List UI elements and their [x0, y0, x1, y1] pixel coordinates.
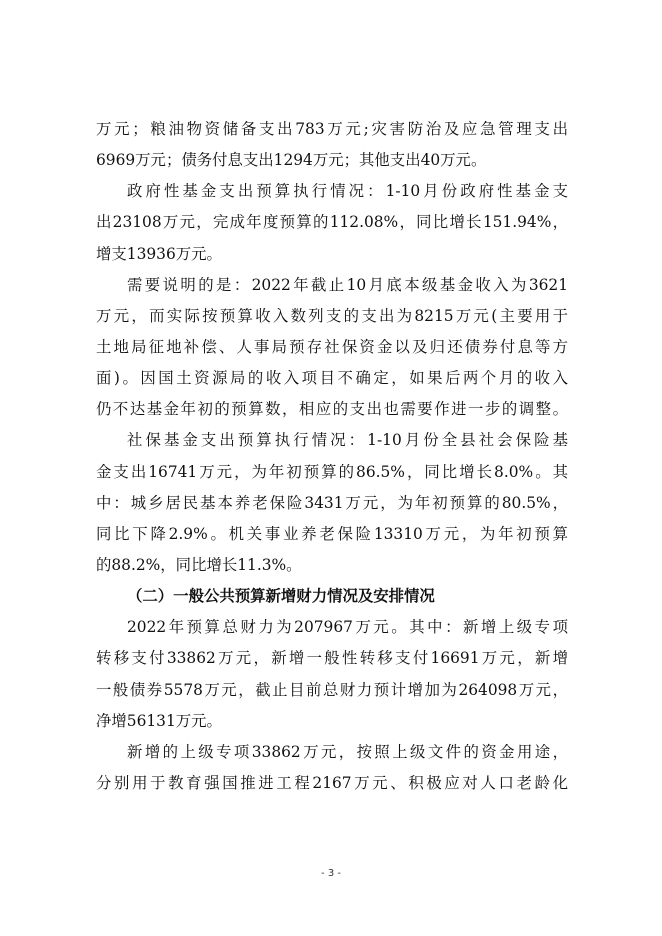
text-line: 同比下降2.9%。机关事业养老保险13310万元，为年初预算: [96, 524, 568, 543]
text-line: 出23108万元，完成年度预算的112.08%，同比增长151.94%，: [96, 213, 568, 232]
text-line: 分别用于教育强国推进工程2167万元、积极应对人口老龄化: [96, 773, 568, 792]
section-heading: （二）一般公共预算新增财力情况及安排情况: [127, 587, 435, 606]
text-line: 一般债券5578万元，截止目前总财力预计增加为264098万元，: [96, 680, 568, 699]
text-line: 万元，而实际按预算收入数列支的支出为8215万元(主要用于: [96, 306, 568, 325]
text-line: 仍不达基金年初的预算数，相应的支出也需要作进一步的调整。: [96, 400, 568, 419]
text-line: 净增56131万元。: [96, 711, 222, 730]
text-line: 中：城乡居民基本养老保险3431万元，为年初预算的80.5%，: [96, 493, 568, 512]
text-line: 金支出16741万元，为年初预算的86.5%，同比增长8.0%。其: [96, 462, 568, 481]
page-number: - 3 -: [321, 868, 341, 879]
text-line: 增支13936万元。: [96, 244, 222, 263]
document-body: [96, 114, 568, 799]
text-line: 万元；粮油物资储备支出783万元;灾害防治及应急管理支出: [96, 120, 568, 138]
text-line: 2022年预算总财力为207967万元。其中：新增上级专项: [127, 618, 568, 637]
text-line: 面)。因国土资源局的收入项目不确定，如果后两个月的收入: [96, 369, 568, 388]
text-line: 政府性基金支出预算执行情况：1-10月份政府性基金支: [127, 182, 568, 201]
text-line: 土地局征地补偿、人事局预存社保资金以及归还债券付息等方: [96, 337, 568, 356]
text-line: 需要说明的是：2022年截止10月底本级基金收入为3621: [127, 275, 568, 294]
text-line: 新增的上级专项33862万元，按照上级文件的资金用途，: [127, 742, 568, 761]
text-line: 的88.2%，同比增长11.3%。: [96, 555, 302, 574]
text-line: 社保基金支出预算执行情况：1-10月份全县社会保险基: [127, 431, 568, 450]
text-line: 转移支付33862万元，新增一般性转移支付16691万元，新增: [96, 649, 568, 668]
text-line: 6969万元；债务付息支出1294万元；其他支出40万元。: [96, 151, 487, 170]
